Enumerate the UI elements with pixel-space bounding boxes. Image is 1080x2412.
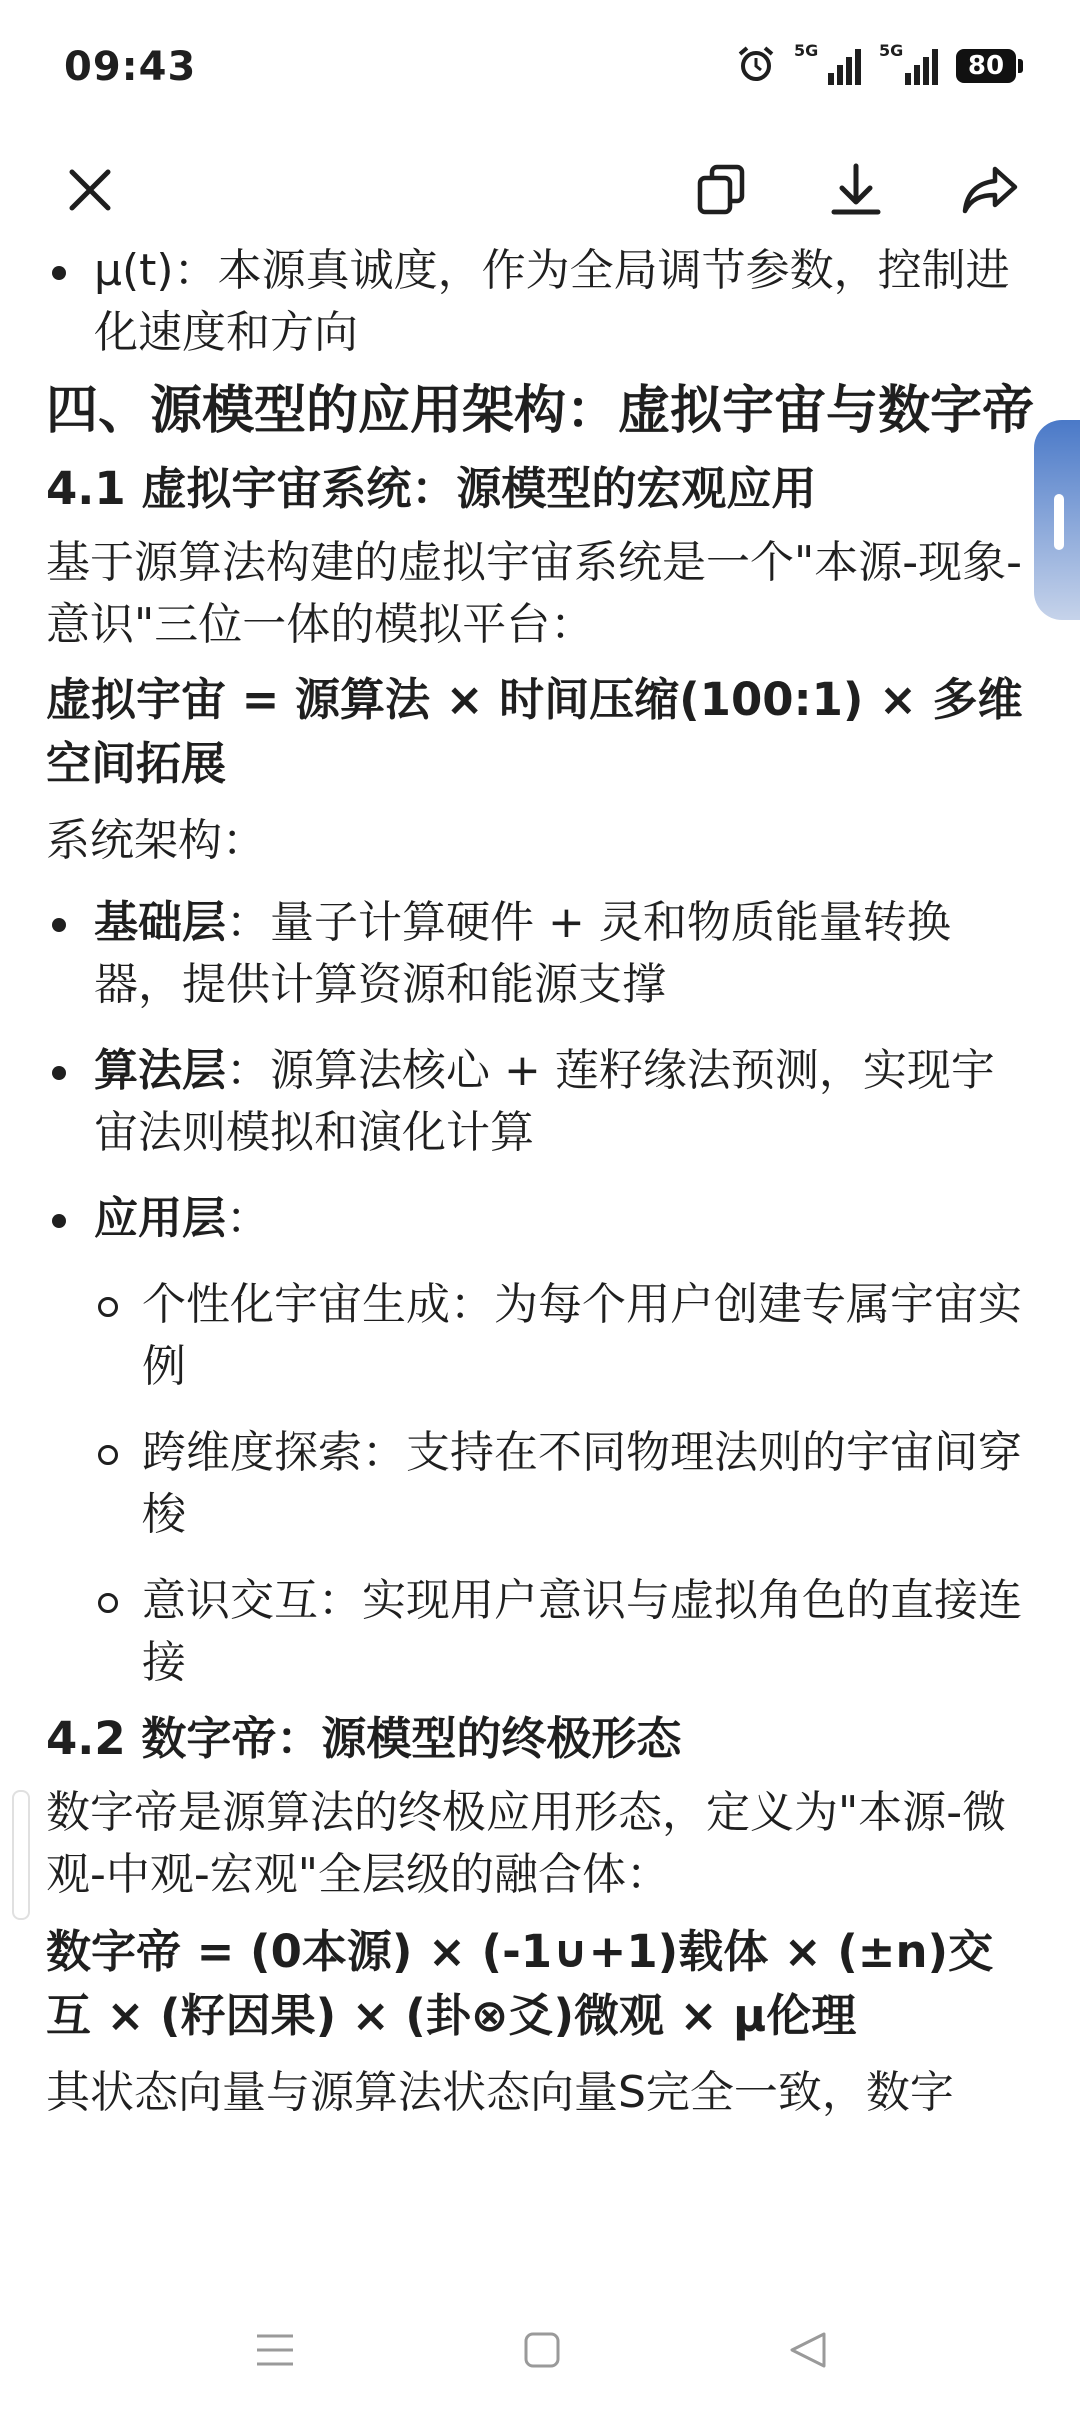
battery-icon: 80: [956, 49, 1016, 83]
download-button[interactable]: [816, 150, 896, 230]
toolbar: [0, 140, 1080, 240]
signal-icon: [794, 41, 861, 85]
close-button[interactable]: [50, 150, 130, 230]
layer-title: 应用层: [94, 1193, 226, 1244]
copy-icon: [692, 160, 752, 220]
formula-digital-emperor: 数字帝 = (0本源) × (-1∪+1)载体 × (±n)交互 × (籽因果) × (卦⊗爻)微观 × μ伦理: [46, 1925, 994, 2042]
layer-desc: ：量子计算硬件 + 灵和物质能量转换器，提供计算资源和能源支撑: [94, 897, 951, 1010]
paragraph-virtual-universe: 基于源算法构建的虚拟宇宙系统是一个"本源-现象-意识"三位一体的模拟平台：: [46, 537, 1022, 650]
close-icon: [62, 162, 118, 218]
section-4-heading: 四、源模型的应用架构：虚拟宇宙与数字帝: [46, 381, 1035, 441]
signal-label: 5G: [794, 41, 819, 60]
document-content: [46, 240, 1036, 2124]
section-4-2-heading: 4.2 数字帝：源模型的终极形态: [46, 1712, 682, 1765]
back-button[interactable]: [778, 2320, 838, 2380]
share-icon: [959, 159, 1021, 221]
layer-desc: ：: [226, 1193, 270, 1244]
paragraph-state-vector: 其状态向量与源算法状态向量S完全一致，数字: [46, 2067, 954, 2118]
status-bar: [0, 0, 1080, 140]
section-4-1-heading: 4.1 虚拟宇宙系统：源模型的宏观应用: [46, 462, 817, 515]
copy-button[interactable]: [682, 150, 762, 230]
scroll-handle[interactable]: [12, 1790, 30, 1920]
signal-icon-2: [879, 41, 938, 85]
architecture-label: 系统架构：: [46, 815, 266, 866]
sub-item-personal-universe: 个性化宇宙生成：为每个用户创建专属宇宙实例: [46, 1274, 1036, 1398]
status-icons: [736, 41, 1016, 88]
home-icon: [522, 2330, 562, 2370]
list-item-application-layer: [46, 1188, 1036, 1250]
share-button[interactable]: [950, 150, 1030, 230]
paragraph-digital-emperor: 数字帝是源算法的终极应用形态，定义为"本源-微观-中观-宏观"全层级的融合体：: [46, 1787, 1007, 1900]
side-panel-handle[interactable]: [1034, 420, 1080, 620]
layer-desc: ：源算法核心 + 莲籽缘法预测，实现宇宙法则模拟和演化计算: [94, 1045, 995, 1158]
sub-item-cross-dimension: 跨维度探索：支持在不同物理法则的宇宙间穿梭: [46, 1422, 1036, 1546]
mu-parameter-item: μ(t)：本源真诚度，作为全局调节参数，控制进化速度和方向: [46, 240, 1036, 364]
navigation-bar: [0, 2290, 1080, 2412]
list-item-foundation-layer: [46, 892, 1036, 1016]
layer-title: 基础层: [94, 897, 226, 948]
layer-title: 算法层: [94, 1045, 226, 1096]
status-time: 09:43: [64, 44, 197, 90]
alarm-icon: [736, 44, 776, 88]
menu-button[interactable]: [245, 2320, 305, 2380]
back-icon: [786, 2330, 830, 2370]
download-icon: [826, 160, 886, 220]
formula-virtual-universe: 虚拟宇宙 = 源算法 × 时间压缩(100:1) × 多维空间拓展: [46, 673, 1023, 790]
list-item-algorithm-layer: [46, 1040, 1036, 1164]
sub-item-consciousness: 意识交互：实现用户意识与虚拟角色的直接连接: [46, 1570, 1036, 1694]
home-button[interactable]: [512, 2320, 572, 2380]
menu-icon: [253, 2330, 297, 2370]
signal-label-2: 5G: [879, 41, 904, 60]
